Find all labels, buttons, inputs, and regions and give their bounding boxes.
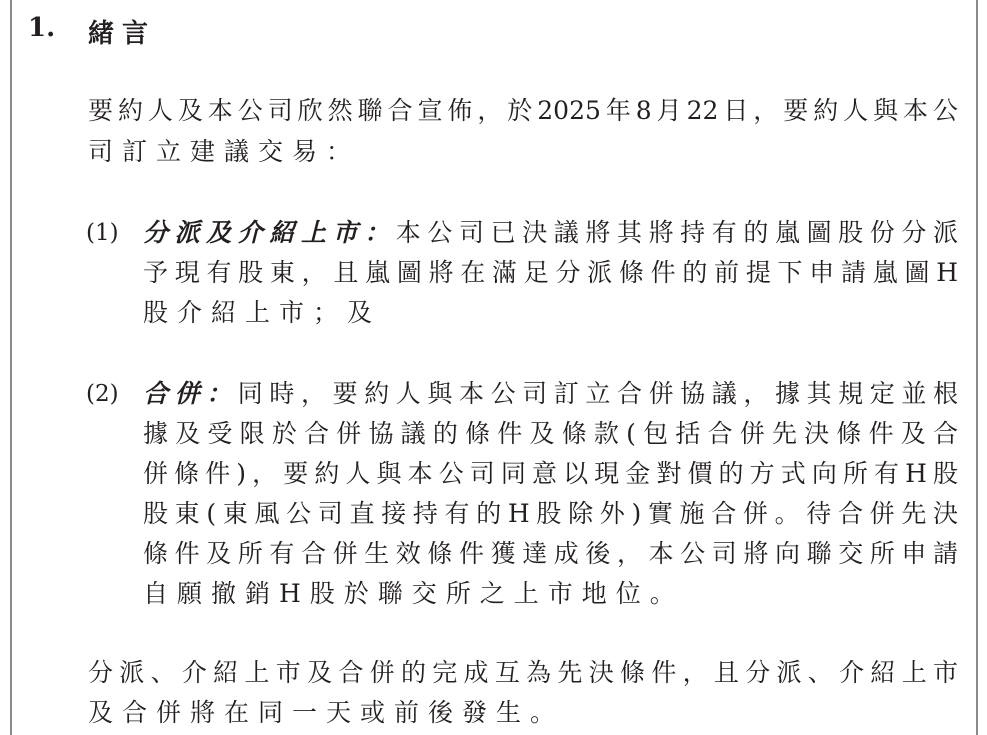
section-title: 緒言	[88, 19, 157, 49]
item-lead: 分派及介紹上市：	[143, 218, 396, 247]
intro-line: 司訂立建議交易：	[88, 137, 361, 166]
item-lead: 合併：	[143, 379, 238, 408]
item-text: 本公司已決議將其將持有的嵐圖股份分派	[395, 218, 958, 247]
item-line: 予現有股東，且嵐圖將在滿足分派條件的前提下申請嵐圖H	[143, 258, 958, 287]
item-line	[143, 213, 958, 253]
item-line: 自願撤銷H股於聯交所之上市地位。	[143, 579, 684, 608]
section-number: 1.	[28, 13, 56, 43]
item-label: (2)	[86, 381, 119, 407]
item-line: 據及受限於合併協議的條件及條款(包括合併先決條件及合	[143, 419, 958, 448]
closing-line: 分派、介紹上市及合併的完成互為先決條件，且分派、介紹上市	[88, 658, 958, 687]
closing-line: 及合併將在同一天或前後發生。	[88, 698, 565, 727]
item-line: 條件及所有合併生效條件獲達成後，本公司將向聯交所申請	[143, 539, 958, 568]
page-border-right	[976, 0, 978, 735]
page-border-left	[10, 0, 12, 735]
item-line: 股東(東風公司直接持有的H股除外)實施合併。待合併先決	[143, 499, 958, 528]
item-line: 股介紹上市；及	[143, 298, 382, 327]
item-text: 同時，要約人與本公司訂立合併協議，據其規定並根	[237, 379, 958, 408]
item-label: (1)	[86, 220, 119, 246]
item-line	[143, 374, 958, 414]
intro-line: 要約人及本公司欣然聯合宣佈，於2025年8月22日，要約人與本公	[88, 96, 958, 125]
item-line: 併條件)，要約人與本公司同意以現金對價的方式向所有H股	[143, 459, 958, 488]
